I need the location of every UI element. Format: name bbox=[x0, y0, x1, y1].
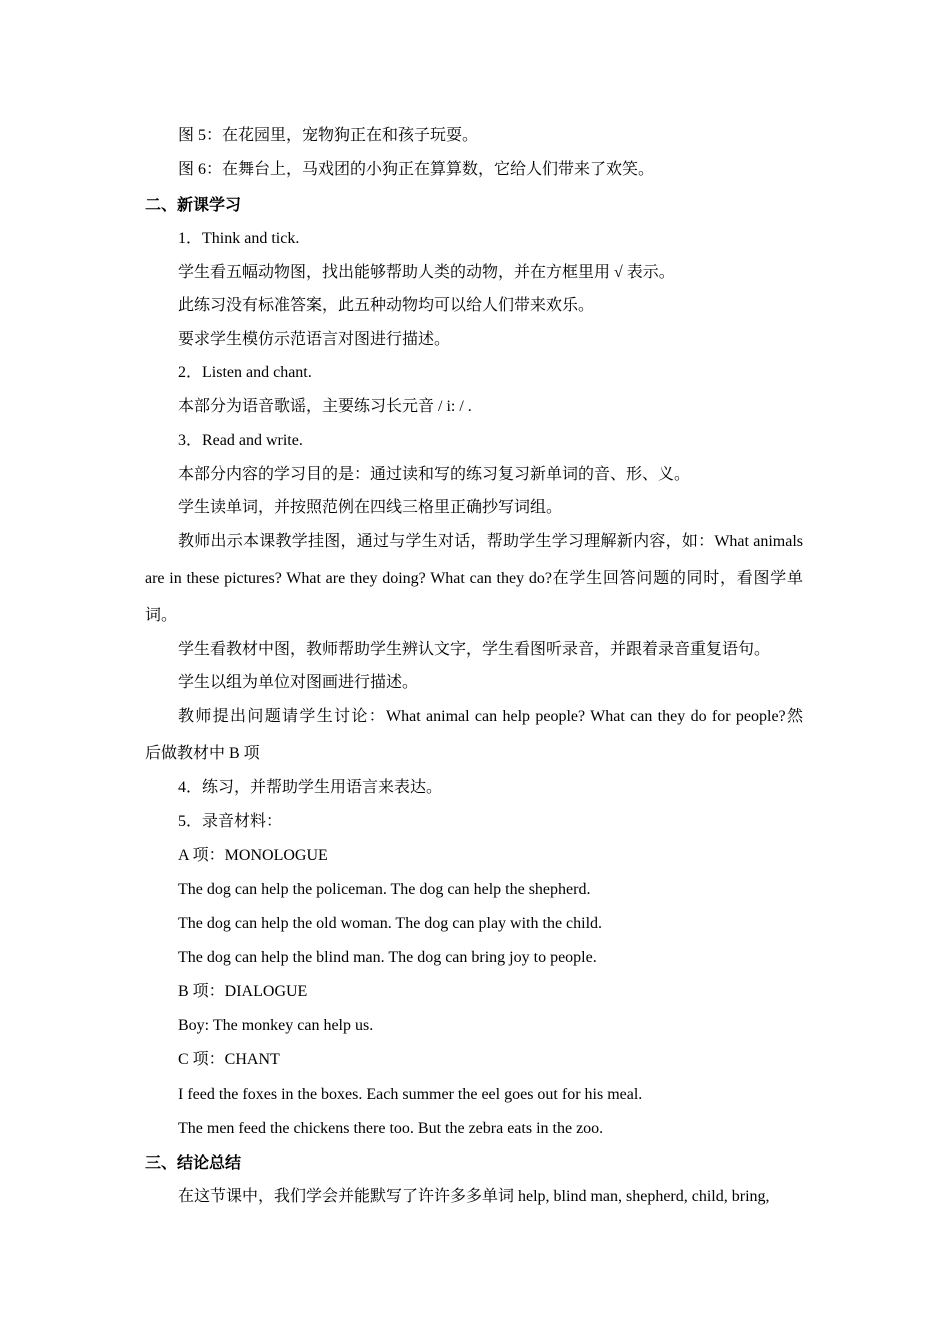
monologue-line: The dog can help the policeman. The dog can help the shepherd. bbox=[178, 881, 591, 898]
paragraph: 要求学生模仿示范语言对图进行描述。 bbox=[178, 331, 451, 348]
figure-6-caption: 图 6：在舞台上，马戏团的小狗正在算算数，它给人们带来了欢笑。 bbox=[178, 161, 655, 178]
chant-line: I feed the foxes in the boxes. Each summer the eel goes out for his meal. bbox=[178, 1086, 643, 1103]
section-b-label: B 项：DIALOGUE bbox=[178, 983, 308, 1000]
paragraph: 本部分为语音歌谣，主要练习长元音 / i: / . bbox=[178, 398, 472, 415]
paragraph: 此练习没有标准答案，此五种动物均可以给人们带来欢乐。 bbox=[178, 297, 595, 314]
paragraph: 学生读单词，并按照范例在四线三格里正确抄写词组。 bbox=[178, 499, 563, 516]
paragraph: 教师提出问题请学生讨论：What animal can help people? What can they do for people?然 bbox=[178, 708, 803, 725]
step-5-title: 5．录音材料： bbox=[178, 813, 283, 830]
paragraph-continued: 词。 bbox=[145, 607, 178, 624]
figure-5-caption: 图 5：在花园里，宠物狗正在和孩子玩耍。 bbox=[178, 127, 479, 144]
paragraph: 学生看五幅动物图，找出能够帮助人类的动物，并在方框里用 √ 表示。 bbox=[178, 264, 675, 281]
section-heading-summary: 三、结论总结 bbox=[145, 1153, 242, 1172]
chant-line: The men feed the chickens there too. But the zebra eats in the zoo. bbox=[178, 1120, 604, 1137]
step-2-title: 2．Listen and chant. bbox=[178, 364, 312, 381]
step-1-title: 1．Think and tick. bbox=[178, 230, 300, 247]
dialogue-line: Boy: The monkey can help us. bbox=[178, 1017, 374, 1034]
section-c-label: C 项：CHANT bbox=[178, 1051, 280, 1068]
paragraph: 教师出示本课教学挂图，通过与学生对话，帮助学生学习理解新内容，如：What animals bbox=[178, 533, 803, 550]
paragraph: 学生以组为单位对图画进行描述。 bbox=[178, 674, 419, 691]
paragraph: 本部分内容的学习目的是：通过读和写的练习复习新单词的音、形、义。 bbox=[178, 466, 691, 483]
section-a-label: A 项：MONOLOGUE bbox=[178, 847, 328, 864]
paragraph-continued: 后做教材中 B 项 bbox=[145, 745, 260, 762]
paragraph: 学生看教材中图，教师帮助学生辨认文字，学生看图听录音，并跟着录音重复语句。 bbox=[178, 641, 771, 658]
monologue-line: The dog can help the blind man. The dog can bring joy to people. bbox=[178, 949, 597, 966]
monologue-line: The dog can help the old woman. The dog can play with the child. bbox=[178, 915, 603, 932]
paragraph-continued: are in these pictures? What are they doing? What can they do?在学生回答问题的同时，看图学单 bbox=[145, 570, 803, 587]
summary-paragraph: 在这节课中，我们学会并能默写了许许多多单词 help, blind man, shepherd, child, bring, bbox=[178, 1188, 770, 1205]
step-3-title: 3．Read and write. bbox=[178, 432, 303, 449]
step-4-title: 4．练习，并帮助学生用语言来表达。 bbox=[178, 779, 443, 796]
section-heading-new-lesson: 二、新课学习 bbox=[145, 195, 242, 214]
